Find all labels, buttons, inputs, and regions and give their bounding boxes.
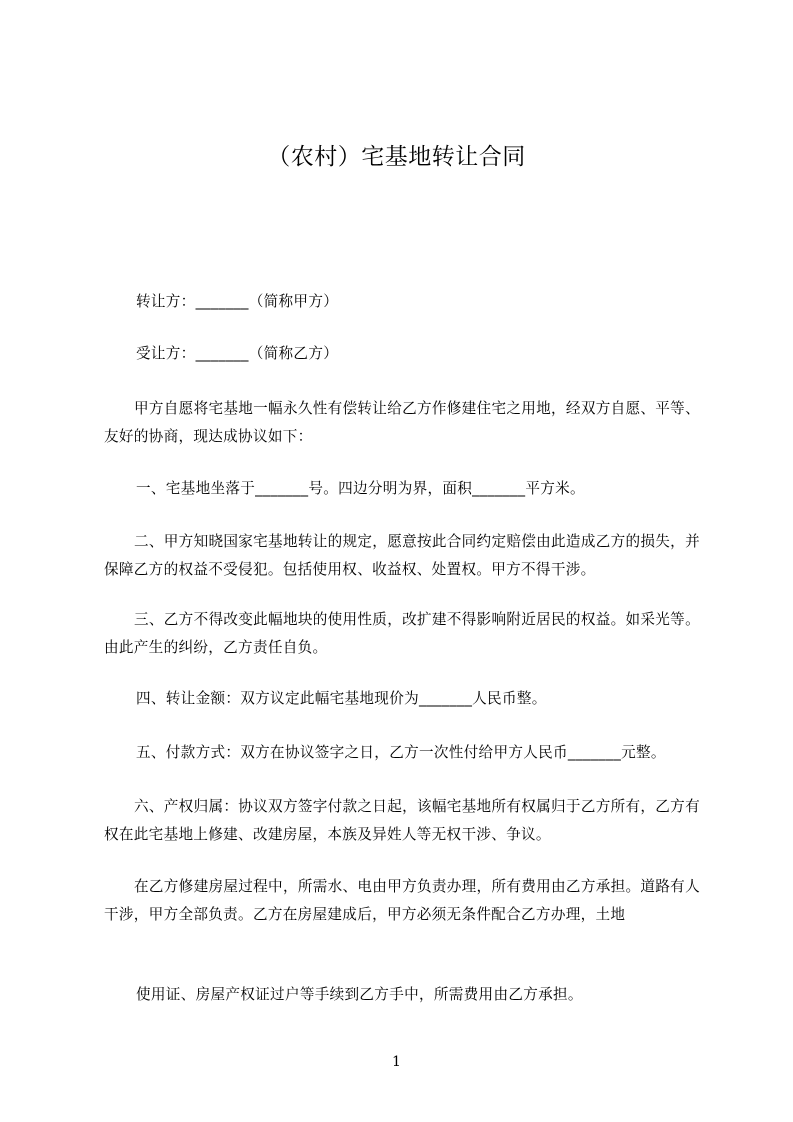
clause-2: 二、甲方知晓国家宅基地转让的规定，愿意按此合同约定赔偿由此造成乙方的损失，并保障乙方的权益不受侵犯。包括使用权、收益权、处置权。甲方不得干涉。 — [104, 533, 700, 578]
transferor-line: 转让方：_______（简称甲方） — [136, 293, 339, 310]
page-title: （农村）宅基地转让合同 — [267, 144, 526, 170]
transferee-line: 受让方：_______（简称乙方） — [136, 345, 339, 362]
certificates-paragraph: 使用证、房屋产权证过户等手续到乙方手中，所需费用由乙方承担。 — [136, 986, 583, 1003]
clause-5: 五、付款方式：双方在协议签字之日，乙方一次性付给甲方人民币_______元整。 — [136, 744, 666, 761]
clause-3: 三、乙方不得改变此幅地块的使用性质，改扩建不得影响附近居民的权益。如采光等。由此产生的纠纷，乙方责任自负。 — [104, 611, 700, 656]
intro-paragraph: 甲方自愿将宅基地一幅永久性有偿转让给乙方作修建住宅之用地，经双方自愿、平等、友好的协商，现达成协议如下： — [104, 400, 700, 445]
construction-paragraph: 在乙方修建房屋过程中，所需水、电由甲方负责办理，所有费用由乙方承担。道路有人干涉，甲方全部负责。乙方在房屋建成后，甲方必须无条件配合乙方办理，土地 — [104, 878, 700, 923]
clause-4: 四、转让金额：双方议定此幅宅基地现价为_______人民币整。 — [136, 690, 547, 707]
clause-1: 一、宅基地坐落于_______号。四边分明为界，面积_______平方米。 — [136, 480, 585, 497]
clause-6: 六、产权归属：协议双方签字付款之日起，该幅宅基地所有权属归于乙方所有，乙方有权在此宅基地上修建、改建房屋，本族及异姓人等无权干涉、争议。 — [104, 798, 700, 843]
page-number: 1 — [392, 1054, 401, 1070]
